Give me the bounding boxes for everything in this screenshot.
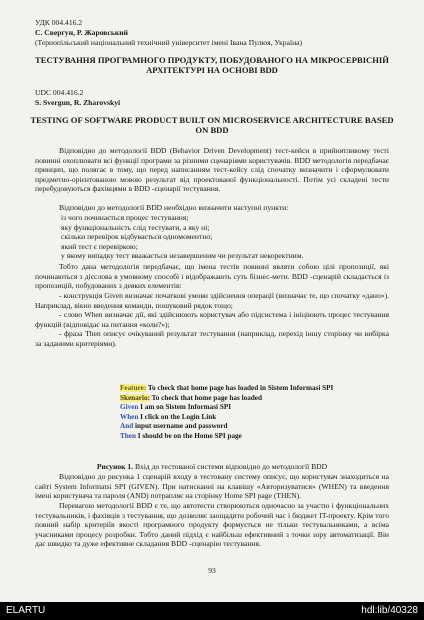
list-item: - слово When визначає дії, які здійснюють користувач або підсистема і ініціюють процес тестування функцій (відповідає на питання «коли?»); [35, 310, 389, 329]
paragraph-2: Відповідно до методології BDD необхідно визначити наступні пункти: [59, 203, 289, 212]
elements-list [35, 291, 389, 349]
affiliation-uk: (Тернопільський національний технічний університет імені Івана Пулюя, Україна) [35, 38, 303, 47]
udc-en: UDC 004.416.2 [35, 88, 84, 97]
page-number: 93 [208, 566, 216, 575]
gherkin-keyword: When [120, 412, 139, 421]
list-item: у якому випадку тест вважається незавершеним чи результат некоректним. [61, 251, 304, 261]
handle-id: hdl:lib/40328 [361, 605, 418, 616]
gherkin-keyword: Skenario: [120, 393, 150, 402]
gherkin-keyword: Given [120, 403, 139, 412]
authors-uk: С. Свергун, Р. Жаровський [35, 28, 129, 37]
list-item: - конструкція Given визначає початкові умови здійснення операції (визначає те, що спочатку «дано»). Наприклад, вікно введення команди, пошуковий рядок тощо; [35, 291, 389, 310]
gherkin-line [120, 384, 334, 394]
criteria-list [35, 213, 389, 261]
gherkin-text: I am on Sistem Informasi SPI [138, 403, 232, 412]
caption-text: Вхід до тестованої системи відповідно до методології BDD [133, 461, 328, 471]
list-item: який тест є перевіркою; [61, 241, 138, 251]
list-item: - фраза Then описує очікуваний результат тестування (наприклад, перехід іншу сторінку чи вибірка за заданими критеріями). [35, 329, 389, 348]
gherkin-text: I should be on the Home SPI page [135, 431, 242, 440]
title-uk: ТЕСТУВАННЯ ПРОГРАМНОГО ПРОДУКТУ, ПОБУДОВАНОГО НА МІКРОСЕРВІСНІЙ АРХІТЕКТУРІ НА ОСНОВІ BDD [35, 55, 389, 76]
gherkin-text: To check that home page has loaded [149, 393, 262, 402]
gherkin-line [120, 403, 320, 413]
gherkin-text: input username and password [133, 422, 228, 431]
gherkin-keyword: Feature: [120, 384, 147, 392]
list-item: із чого починається процес тестування; [61, 213, 189, 222]
repository-footer [0, 602, 424, 620]
paragraph-5: Перевагою методології BDD є те, що автотести створюються одночасно за участю і функціональних тестувальників, і фахівців з тестування, що дозволяє заощадити робочий час і бюджет IT-проекту. Крім того повний набір критеріїв якості програмного продукту формується не тільки тестувальниками, а всіма учасниками процесу розробки. Тобто даний підхід є найбільш ефективний з точки зору автоматизації. Він дає швидко та дуже ефективне складання BDD -сценарію тестування. [35, 501, 389, 549]
list-item: скільки перевірок відбувається одномоментно; [61, 232, 213, 242]
gherkin-line [120, 432, 320, 442]
figure-gherkin-scenario [120, 384, 334, 442]
caption-label: Рисунок 1. [96, 461, 134, 471]
gherkin-line [120, 422, 320, 432]
gherkin-keyword: And [120, 422, 134, 431]
gherkin-line [120, 413, 320, 423]
paragraph-4: Відповідно до рисунка 1 сценарій входу в тестовану систему описує, що користувач знаходиться на сайті System Informatsi SPI (GIVEN). При натисканні на клавішу «Авторизуватися» (WHEN) та введення імені користувача та пароля (AND) потрапляє на сторінку Home SPI page (THEN). [35, 472, 389, 501]
figure-caption [35, 462, 389, 471]
list-item: яку функціональність слід тестувати, а яку ні; [61, 222, 210, 232]
title-en: TESTING OF SOFTWARE PRODUCT BUILT ON MICROSERVICE ARCHITECTURE BASED ON BDD [30, 115, 394, 136]
repository-name: ELARTU [6, 605, 46, 616]
paragraph-1: Відповідно до методології BDD (Behavior Driven Development) тест-кейси в прийнятливому тесті повинні охоплювати всі функції програми за різними сценаріями користувачів. BDD методологія передбачає принцип, що полягає в тому, що перед написанням тест-кейсу слід спочатку визначити і сформулювати предметно-орієнтованою мовою результат від проектованої функціональності. Потім усі складені тести перебудовуються фахівцями в BDD -сценарії тестування. [35, 146, 389, 194]
gherkin-text: I click on the Login Link [138, 412, 217, 421]
udc-uk: УДК 004.416.2 [35, 18, 83, 27]
gherkin-text: To check that home page has loaded in Sistem Informasi SPI [146, 384, 334, 392]
authors-en: S. Svergun, R. Zharovskyi [35, 98, 121, 107]
gherkin-keyword: Then [120, 431, 136, 440]
gherkin-line [120, 394, 320, 404]
paragraph-3: Тобто дана методологія передбачає, що імена тестів повинні являти собою цілі пропозиції, які починаються з дієслова в умовному способі і відображають суть бізнес-мети. BDD -сценарій складається із пропозицій, побудованих з деяких елементів: [35, 262, 389, 291]
